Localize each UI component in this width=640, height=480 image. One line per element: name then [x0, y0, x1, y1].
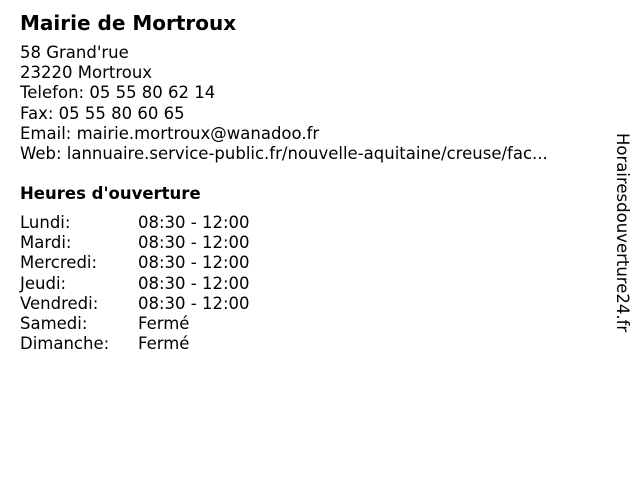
time-value: 08:30 - 12:00: [138, 213, 250, 232]
time-value: 08:30 - 12:00: [138, 253, 250, 273]
time-value: 08:30 - 12:00: [138, 233, 250, 253]
phone-number: Telefon: 05 55 80 62 14: [20, 83, 216, 103]
opening-hours-list: [20, 213, 250, 354]
hours-row-thursday: [20, 274, 250, 294]
hours-row-friday: [20, 294, 250, 314]
day-label: Mardi:: [20, 233, 72, 253]
email-address: Email: mairie.mortroux@wanadoo.fr: [20, 123, 320, 143]
hours-row-tuesday: [20, 233, 250, 253]
day-label: Dimanche:: [20, 334, 110, 354]
time-value: Fermé: [138, 334, 190, 354]
contact-block: [20, 43, 548, 164]
hours-row-sunday: [20, 334, 250, 354]
time-value: 08:30 - 12:00: [138, 273, 250, 293]
page-title: Mairie de Mortroux: [20, 11, 237, 35]
opening-hours-heading: Heures d'ouverture: [20, 184, 201, 203]
time-value: Fermé: [138, 313, 190, 333]
street-address: 58 Grand'rue: [20, 43, 129, 62]
time-value: 08:30 - 12:00: [138, 293, 250, 313]
city-postcode: 23220 Mortroux: [20, 63, 153, 83]
day-label: Samedi:: [20, 313, 88, 333]
hours-row-wednesday: [20, 253, 250, 273]
fax-number: Fax: 05 55 80 60 65: [20, 103, 185, 123]
hours-row-monday: [20, 213, 250, 233]
website-link: Web: lannuaire.service-public.fr/nouvelle-aquitaine/creuse/fac...: [20, 144, 548, 164]
hours-row-saturday: [20, 314, 250, 334]
day-label: Lundi:: [20, 213, 71, 232]
day-label: Jeudi:: [20, 273, 67, 293]
day-label: Mercredi:: [20, 253, 98, 273]
day-label: Vendredi:: [20, 293, 99, 313]
site-watermark: Horairesdouverture24.fr: [613, 133, 632, 333]
